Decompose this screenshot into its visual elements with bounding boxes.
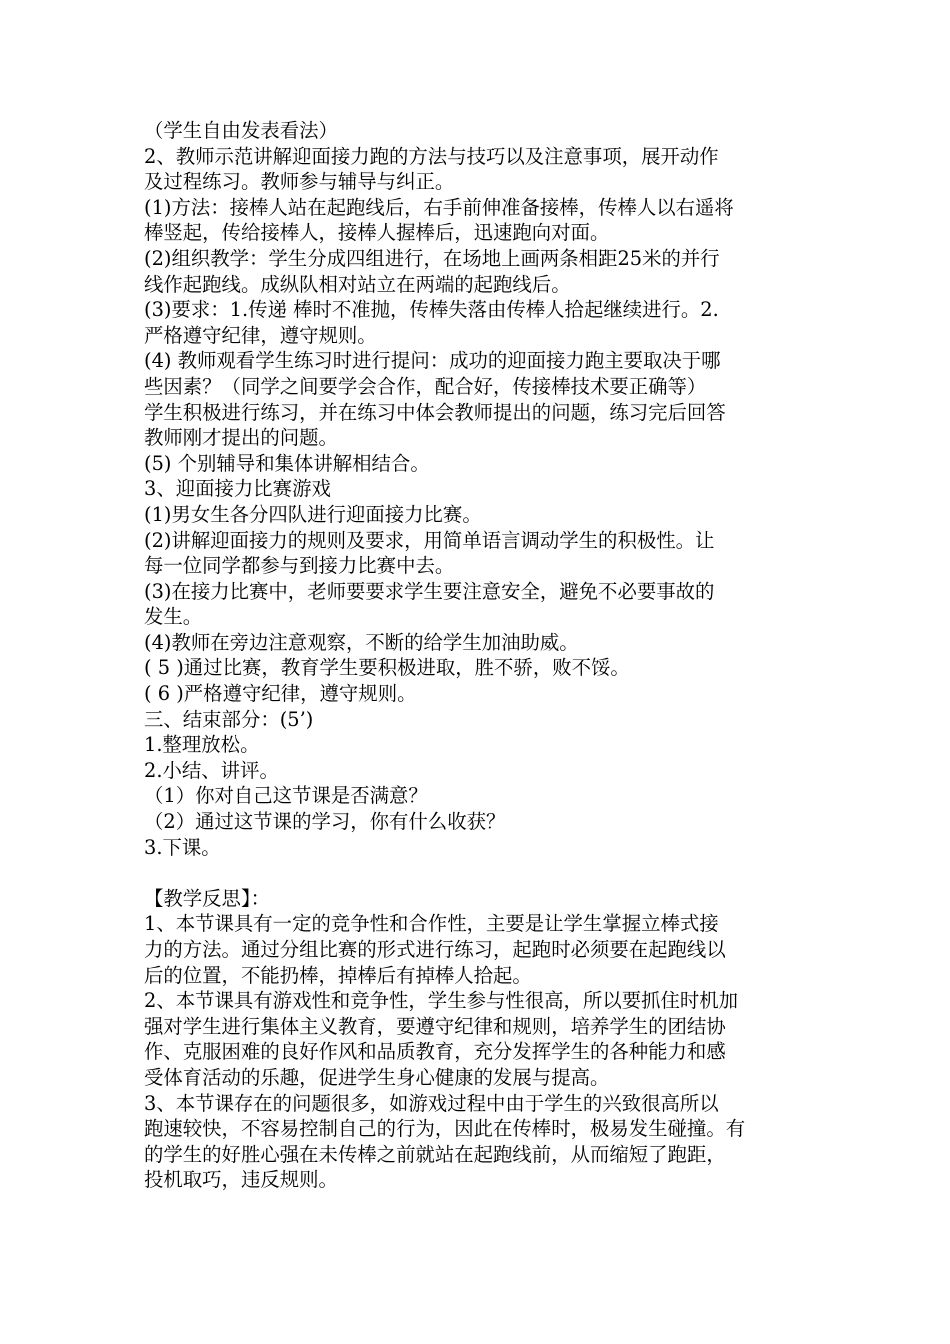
text-line: 2.小结、讲评。 xyxy=(144,758,279,782)
text-line: (2)讲解迎面接力的规则及要求，用简单语言调动学生的积极性。让 xyxy=(144,528,715,552)
text-line: (1)男女生各分四队进行迎面接力比赛。 xyxy=(144,502,482,526)
text-line: 严格遵守纪律，遵守规则。 xyxy=(144,323,377,347)
text-line: （学生自由发表看法） xyxy=(144,119,338,142)
section-heading: 三、结束部分：(5’) xyxy=(144,707,314,731)
text-line: 每一位同学都参与到接力比赛中去。 xyxy=(144,554,455,578)
text-line: 强对学生进行集体主义教育，要遵守纪律和规则，培养学生的团结协 xyxy=(144,1014,726,1038)
text-line: ( 5 )通过比赛，教育学生要积极进取，胜不骄，败不馁。 xyxy=(144,656,630,680)
text-line: 棒竖起，传给接棒人，接棒人握棒后，迅速跑向对面。 xyxy=(144,221,610,245)
document-page xyxy=(144,118,814,1193)
text-line: 2、本节课具有游戏性和竞争性，学生参与性很高，所以要抓住时机加 xyxy=(144,989,739,1013)
text-line: 后的位置，不能扔棒，掉棒后有掉棒人拾起。 xyxy=(144,963,532,987)
text-line: 的学生的好胜心强在未传棒之前就站在起跑线前，从而缩短了跑距， xyxy=(144,1142,726,1166)
text-line: 2、教师示范讲解迎面接力跑的方法与技巧以及注意事项，展开动作 xyxy=(144,144,719,168)
section-heading: 3、迎面接力比赛游戏 xyxy=(144,477,331,501)
text-line: （2）通过这节课的学习，你有什么收获？ xyxy=(144,810,506,834)
text-line: (4)教师在旁边注意观察，不断的给学生加油助威。 xyxy=(144,630,579,654)
blank-line xyxy=(144,860,814,886)
text-line: 1、本节课具有一定的竞争性和合作性，主要是让学生掌握立棒式接 xyxy=(144,912,719,936)
text-line: ( 6 )严格遵守纪律，遵守规则。 xyxy=(144,682,417,706)
text-line: 发生。 xyxy=(144,605,203,629)
text-line: 跑速较快，不容易控制自己的行为，因此在传棒时，极易发生碰撞。有 xyxy=(144,1117,746,1141)
text-line: 些因素？（同学之间要学会合作，配合好，传接棒技术要正确等） xyxy=(144,374,707,398)
text-line: (1)方法：接棒人站在起跑线后，右手前伸准备接棒，传棒人以右遥将 xyxy=(144,195,734,219)
text-line: 投机取巧，违反规则。 xyxy=(144,1168,338,1192)
text-line: (5) 个别辅导和集体讲解相结合。 xyxy=(144,451,430,475)
text-line: 教师刚才提出的问题。 xyxy=(144,426,338,450)
text-line: 力的方法。通过分组比赛的形式进行练习，起跑时必须要在起跑线以 xyxy=(144,938,726,961)
text-line: (2)组织教学：学生分成四组进行，在场地上画两条相距25米的并行 xyxy=(144,246,720,270)
text-line: (3)在接力比赛中，老师要要求学生要注意安全，避免不必要事故的 xyxy=(144,579,715,603)
text-line: 及过程练习。教师参与辅导与纠正。 xyxy=(144,170,455,194)
text-line: 作、克服困难的良好作风和品质教育，充分发挥学生的各种能力和感 xyxy=(144,1040,726,1064)
text-line: (4) 教师观看学生练习时进行提问：成功的迎面接力跑主要取决于哪 xyxy=(144,349,721,373)
section-heading: 【教学反思】： xyxy=(144,886,271,910)
text-line: 1.整理放松。 xyxy=(144,733,260,757)
text-line: 线作起跑线。成纵队相对站立在两端的起跑线后。 xyxy=(144,272,571,296)
text-line: 受体育活动的乐趣，促进学生身心健康的发展与提高。 xyxy=(144,1065,610,1089)
text-line: (3)要求：1.传递 棒时不准抛，传棒失落由传棒人拾起继续进行。2. xyxy=(144,298,719,322)
text-line: 3、本节课存在的问题很多，如游戏过程中由于学生的兴致很高所以 xyxy=(144,1091,719,1115)
text-line: 学生积极进行练习，并在练习中体会教师提出的问题，练习完后回答 xyxy=(144,400,726,424)
text-line: 3.下课。 xyxy=(144,835,221,859)
text-line: （1）你对自己这节课是否满意？ xyxy=(144,784,428,808)
